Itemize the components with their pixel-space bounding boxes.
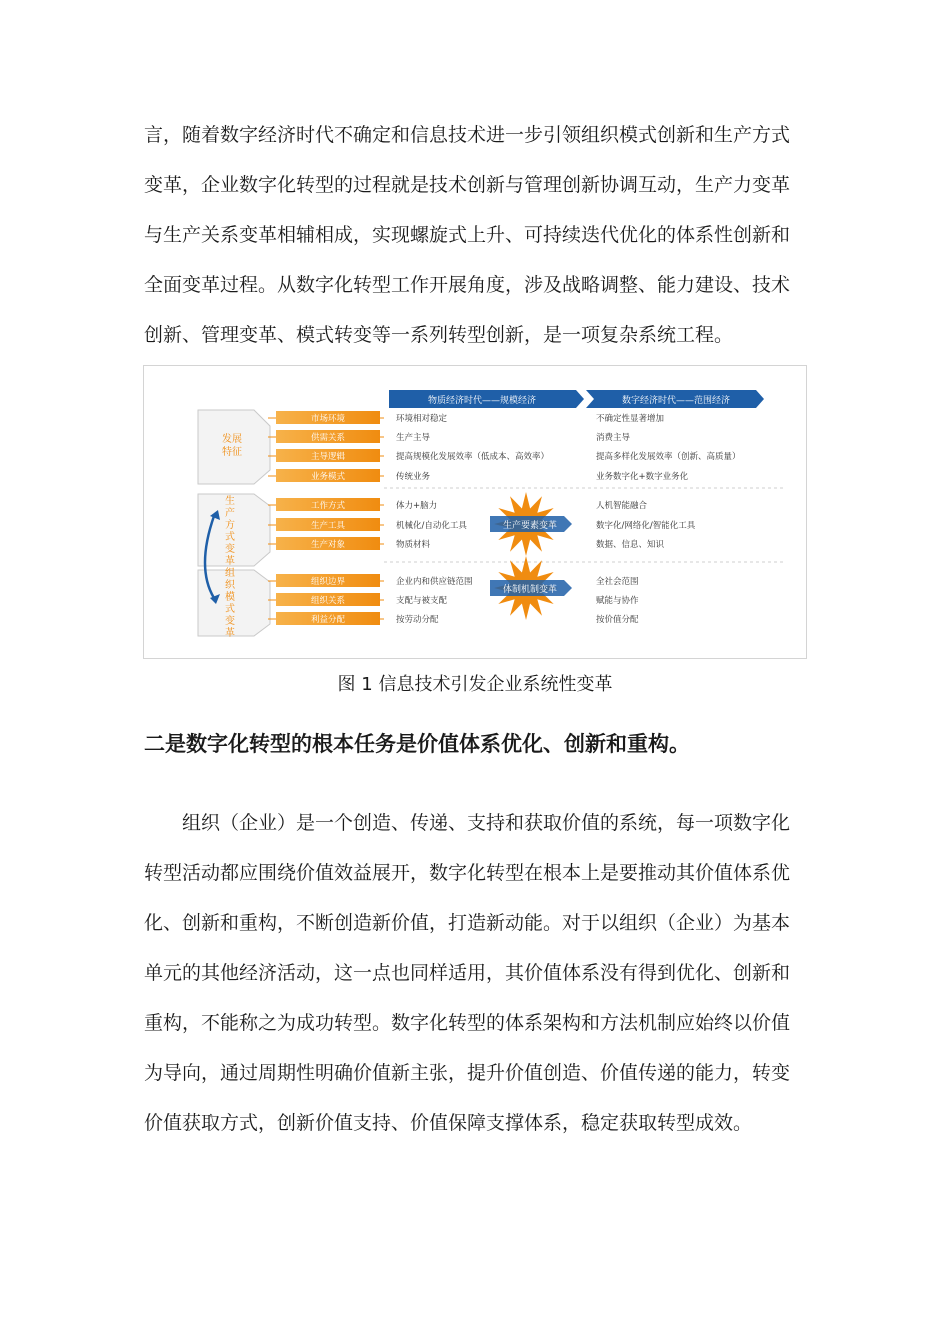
figure-diagram (143, 365, 807, 659)
paragraph-line: 组织（企业）是一个创造、传递、支持和获取价值的系统，每一项数字化 (182, 812, 791, 834)
row-left-text: 传统业务 (396, 472, 431, 482)
group-development-label: 发展特征 (222, 434, 242, 458)
row-tag-label: 生产对象 (310, 540, 346, 550)
row-right-text: 按价值分配 (596, 615, 639, 625)
group-organization-label: 组织模式变革 (225, 568, 235, 639)
paragraph-line: 价值获取方式，创新价值支持、价值保障支撑体系，稳定获取转型成效。 (144, 1112, 753, 1134)
figure-row (268, 518, 696, 531)
row-left-text: 生产主导 (396, 433, 431, 443)
row-tag-label: 供需关系 (310, 433, 346, 443)
row-right-text: 提高多样化发展效率（创新、高质量） (596, 452, 741, 462)
paragraph-line: 化、创新和重构，不断创造新价值，打造新动能。对于以组织（企业）为基本 (144, 912, 791, 934)
paragraph-line: 言，随着数字经济时代不确定和信息技术进一步引领组织模式创新和生产方式 (144, 124, 791, 146)
row-left-text: 物质材料 (396, 540, 431, 550)
row-tag-label: 主导逻辑 (310, 452, 346, 462)
row-left-text: 体力+脑力 (396, 501, 438, 511)
row-left-text: 机械化/自动化工具 (396, 521, 467, 531)
burst-institution-text: 体制机制变革 (502, 585, 558, 595)
row-right-text: 不确定性显著增加 (596, 414, 665, 424)
figure-row (268, 411, 665, 424)
paragraph-2 (144, 798, 796, 1148)
row-left-text: 企业内和供应链范围 (396, 577, 473, 587)
burst-production-text: 生产要素变革 (502, 521, 558, 531)
figure-caption: 图 1 信息技术引发企业系统性变革 (337, 674, 613, 695)
header-right-text: 数字经济时代——范围经济 (621, 396, 731, 406)
figure-row (268, 593, 639, 606)
row-tag-label: 市场环境 (310, 414, 346, 424)
header-left-text: 物质经济时代——规模经济 (427, 396, 537, 406)
figure-row (268, 430, 631, 443)
figure-row (268, 574, 639, 587)
row-tag-label: 利益分配 (310, 615, 346, 625)
paragraph-line: 单元的其他经济活动，这一点也同样适用，其价值体系没有得到优化、创新和 (144, 962, 791, 984)
row-tag-label: 组织边界 (310, 577, 346, 587)
row-tag-label: 工作方式 (310, 501, 346, 511)
row-right-text: 数字化/网络化/智能化工具 (596, 521, 696, 531)
figure-row (268, 469, 689, 482)
paragraph-1 (144, 110, 796, 360)
paragraph-line: 为导向，通过周期性明确价值新主张，提升价值创造、价值传递的能力，转变 (144, 1062, 791, 1084)
paragraph-line: 重构，不能称之为成功转型。数字化转型的体系架构和方法机制应始终以价值 (144, 1012, 791, 1034)
paragraph-line: 全面变革过程。从数字化转型工作开展角度，涉及战略调整、能力建设、技术 (144, 274, 791, 296)
paragraph-line: 创新、管理变革、模式转变等一系列转型创新，是一项复杂系统工程。 (144, 324, 734, 346)
figure-row (268, 449, 741, 462)
row-right-text: 人机智能融合 (596, 501, 648, 511)
figure-row (268, 537, 665, 550)
row-right-text: 全社会范围 (596, 577, 639, 587)
row-right-text: 赋能与协作 (596, 596, 639, 606)
row-right-text: 业务数字化+数字业务化 (596, 472, 689, 482)
burst-institution (490, 556, 572, 620)
group-production-label: 生产方式变革 (225, 496, 235, 567)
figure-row (268, 498, 648, 511)
row-right-text: 数据、信息、知识 (596, 540, 665, 550)
burst-production (490, 492, 572, 556)
row-left-text: 支配与被支配 (396, 596, 448, 606)
paragraph-line: 转型活动都应围绕价值效益展开，数字化转型在根本上是要推动其价值体系优 (144, 862, 791, 884)
row-tag-label: 生产工具 (310, 521, 346, 531)
figure-svg (144, 366, 808, 660)
row-left-text: 提高规模化发展效率（低成本、高效率） (396, 452, 550, 462)
figure-row (268, 612, 639, 625)
row-left-text: 环境相对稳定 (396, 414, 448, 424)
row-tag-label: 组织关系 (310, 596, 346, 606)
paragraph-line: 与生产关系变革相辅相成，实现螺旋式上升、可持续迭代优化的体系性创新和 (144, 224, 791, 246)
row-right-text: 消费主导 (596, 433, 631, 443)
row-left-text: 按劳动分配 (396, 615, 439, 625)
paragraph-line: 变革，企业数字化转型的过程就是技术创新与管理创新协调互动，生产力变革 (144, 174, 791, 196)
row-tag-label: 业务模式 (310, 472, 346, 482)
section-heading: 二是数字化转型的根本任务是价值体系优化、创新和重构。 (144, 732, 690, 756)
